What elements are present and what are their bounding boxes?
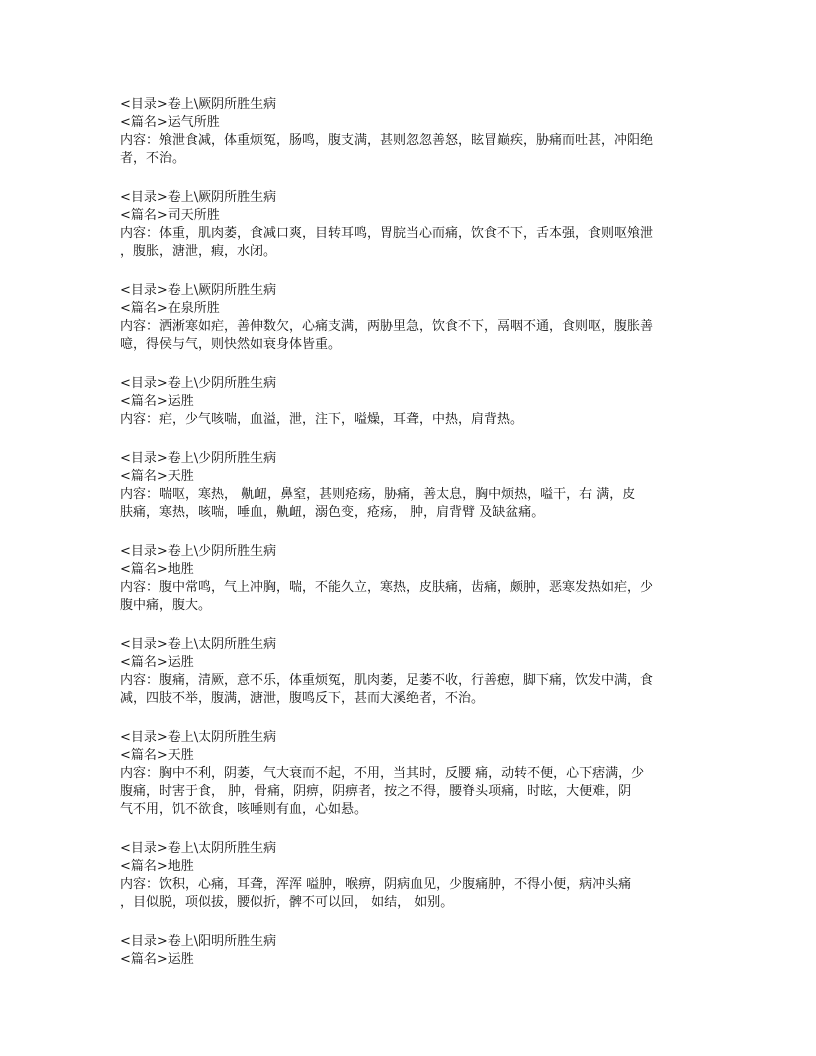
document-entry <box>120 450 700 522</box>
chapter-title-line: <篇名>天胜 <box>120 469 194 484</box>
chapter-title-line: <篇名>运胜 <box>120 952 194 967</box>
chapter-title-line: <篇名>司天所胜 <box>120 208 220 223</box>
chapter-title-line: <篇名>在泉所胜 <box>120 301 220 316</box>
document-entry <box>120 96 700 168</box>
content-line: 内容：疟，少气咳喘，血溢，泄，注下，嗌燥，耳聋，中热，肩背热。 <box>120 412 524 427</box>
content-line: 噫，得侯与气，则快然如衰身体皆重。 <box>120 337 342 352</box>
content-line: ，腹胀，溏泄，瘕，水闭。 <box>120 244 277 259</box>
content-line: 内容：洒淅寒如疟，善伸数欠，心痛支满，两胁里急，饮食不下，鬲咽不通，食则呕，腹胀善 <box>120 319 654 334</box>
chapter-title-line: <篇名>地胜 <box>120 859 194 874</box>
content-line: 内容：腹痛，清厥，意不乐，体重烦冤，肌肉萎，足萎不收，行善瘛，脚下痛，饮发中满，食 <box>120 673 654 688</box>
content-line: 内容：体重，肌肉萎，食减口爽，目转耳鸣，胃脘当心而痛，饮食不下，舌本强，食则呕飧泄 <box>120 226 654 241</box>
content-line: 减，四肢不举，腹满，溏泄，腹鸣反下，甚而大溪绝者，不治。 <box>120 691 485 706</box>
chapter-title-line: <篇名>运胜 <box>120 655 194 670</box>
document-entry <box>120 729 700 819</box>
document-entry <box>120 282 700 354</box>
content-line: ，目似脱，项似拔，腰似折，髀不可以回， 如结， 如别。 <box>120 895 454 910</box>
content-line: 内容：腹中常鸣，气上冲胸，喘，不能久立，寒热，皮肤痛，齿痛，颇肿，恶寒发热如疟，少 <box>120 580 654 595</box>
catalog-line: <目录>卷上\少阴所胜生病 <box>120 451 277 466</box>
document-entry <box>120 933 700 969</box>
document-entry <box>120 840 700 912</box>
content-line: 腹中痛，腹大。 <box>120 598 212 613</box>
content-line: 内容：喘呕，寒热， 鼽衄，鼻窒，甚则疮疡，胁痛，善太息，胸中烦热，嗌干，右 满，皮 <box>120 487 636 502</box>
content-line: 肤痛，寒热，咳喘，唾血，鼽衄，溺色变，疮疡， 肿，肩背臂 及缺盆痛。 <box>120 505 545 520</box>
document-entry <box>120 375 700 429</box>
content-line: 者，不治。 <box>120 151 186 166</box>
content-line: 腹痛，时害于食， 肿，骨痛，阴痹，阴痹者，按之不得，腰脊头项痛，时眩，大便难，阴 <box>120 784 632 799</box>
document-page <box>120 96 700 990</box>
catalog-line: <目录>卷上\太阴所胜生病 <box>120 637 277 652</box>
catalog-line: <目录>卷上\太阴所胜生病 <box>120 730 277 745</box>
content-line: 气不用，饥不欲食，咳唾则有血，心如悬。 <box>120 802 368 817</box>
chapter-title-line: <篇名>天胜 <box>120 748 194 763</box>
catalog-line: <目录>卷上\太阴所胜生病 <box>120 841 277 856</box>
catalog-line: <目录>卷上\阳明所胜生病 <box>120 934 277 949</box>
document-entry <box>120 189 700 261</box>
catalog-line: <目录>卷上\厥阴所胜生病 <box>120 190 277 205</box>
chapter-title-line: <篇名>运气所胜 <box>120 115 220 130</box>
catalog-line: <目录>卷上\厥阴所胜生病 <box>120 283 277 298</box>
content-line: 内容：飧泄食减，体重烦冤，肠鸣，腹支满，甚则忽忽善怒，眩冒巅疾，胁痛而吐甚，冲阳绝 <box>120 133 654 148</box>
chapter-title-line: <篇名>运胜 <box>120 394 194 409</box>
document-entry <box>120 636 700 708</box>
content-line: 内容：胸中不利，阴萎，气大衰而不起，不用，当其时，反腰 痛，动转不便，心下痞满，少 <box>120 766 645 781</box>
catalog-line: <目录>卷上\少阴所胜生病 <box>120 544 277 559</box>
content-line: 内容：饮积，心痛，耳聋，浑浑 嗌肿，喉痹，阴病血见，少腹痛肿，不得小便，病冲头痛 <box>120 877 632 892</box>
document-entry <box>120 543 700 615</box>
catalog-line: <目录>卷上\厥阴所胜生病 <box>120 97 277 112</box>
chapter-title-line: <篇名>地胜 <box>120 562 194 577</box>
catalog-line: <目录>卷上\少阴所胜生病 <box>120 376 277 391</box>
